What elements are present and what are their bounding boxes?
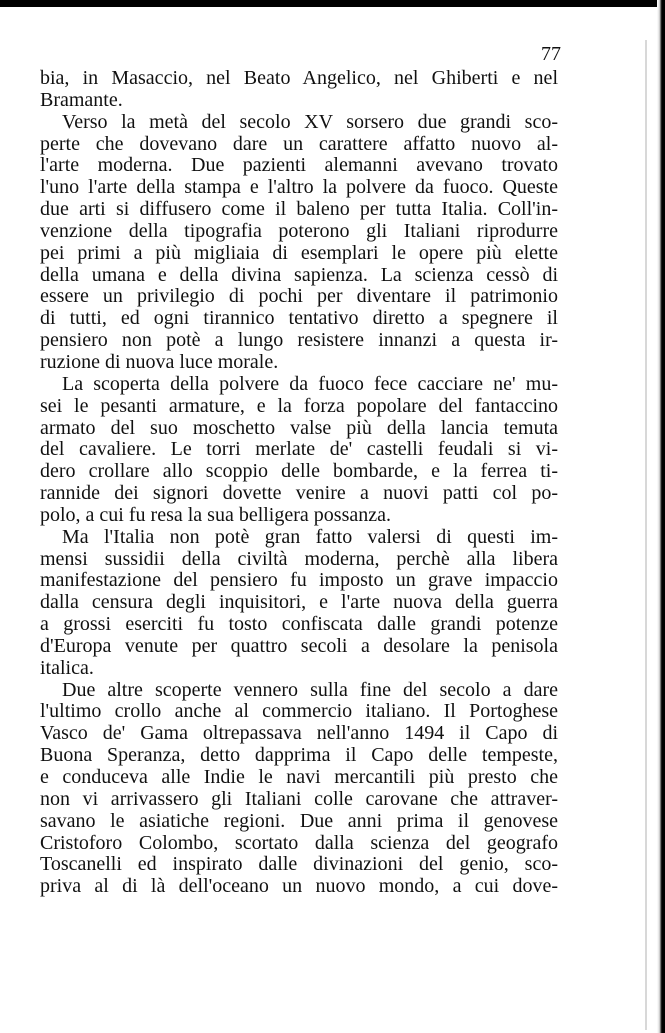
scan-gutter-line: [645, 40, 647, 1030]
text-line: armato del suo moschetto valse più della lancia temuta: [40, 416, 558, 439]
text-line: pensiero non potè a lungo resistere innanzi a questa ir-: [40, 329, 558, 352]
text-line: dero crollare allo scoppio delle bombarde, e la ferrea ti-: [40, 460, 558, 483]
text-line: l'arte moderna. Due pazienti alemanni avevano trovato: [40, 154, 558, 177]
text-line: l'uno l'arte della stampa e l'altro la polvere da fuoco. Queste: [40, 176, 558, 199]
text-line: dalla censura degli inquisitori, e l'arte nuova della guerra: [40, 591, 558, 614]
text-line: della umana e della divina sapienza. La scienza cessò di: [40, 263, 558, 286]
text-line: essere un privilegio di pochi per diventare il patrimonio: [40, 285, 558, 308]
text-line: mensi sussidii della civiltà moderna, perchè alla libera: [40, 547, 558, 570]
text-line: italica.: [40, 656, 94, 679]
page-number: 77: [541, 43, 561, 65]
scan-border-top: [0, 0, 665, 7]
text-line: La scoperta della polvere da fuoco fece cacciare ne' mu-: [62, 372, 558, 395]
text-line: due arti si diffusero come il baleno per tutta Italia. Coll'in-: [40, 198, 558, 221]
body-text: [40, 68, 558, 898]
text-line: Bramante.: [40, 88, 123, 111]
text-line: del cavaliere. Le torri merlate de' castelli feudali si vi-: [40, 438, 558, 461]
text-line: e conduceva alle Indie le navi mercantili più presto che: [40, 766, 558, 788]
text-line: bia, in Masaccio, nel Beato Angelico, nel Ghiberti e nel: [40, 67, 558, 89]
text-line: Toscanelli ed inspirato dalle divinazioni del genio, sco-: [40, 853, 558, 876]
text-line: d'Europa venute per quattro secoli a desolare la penisola: [40, 634, 558, 657]
text-line: priva al di là dell'oceano un nuovo mondo, a cui dove-: [40, 875, 558, 898]
text-line: sei le pesanti armature, e la forza popolare del fantaccino: [40, 394, 558, 417]
text-line: Due altre scoperte vennero sulla fine del secolo a dare: [62, 678, 558, 701]
text-line: non vi arrivassero gli Italiani colle carovane che attraver-: [40, 787, 558, 810]
text-line: savano le asiatiche regioni. Due anni prima il genovese: [40, 809, 558, 832]
text-line: manifestazione del pensiero fu imposto un grave impaccio: [40, 569, 558, 592]
text-line: l'ultimo crollo anche al commercio italiano. Il Portoghese: [40, 700, 558, 723]
text-line: ruzione di nuova luce morale.: [40, 350, 279, 373]
text-line: rannide dei signori dovette venire a nuovi patti col po-: [40, 482, 558, 505]
text-line: Buona Speranza, detto dapprima il Capo delle tempeste,: [40, 744, 558, 767]
text-line: a grossi eserciti fu tosto confiscata dalle grandi potenze: [40, 613, 558, 636]
text-line: venzione della tipografia poterono gli Italiani riprodurre: [40, 219, 558, 242]
text-line: Ma l'Italia non potè gran fatto valersi di questi im-: [62, 525, 558, 548]
text-line: Vasco de' Gama oltrepassava nell'anno 1494 il Capo di: [40, 722, 558, 745]
text-line: perte che dovevano dare un carattere affatto nuovo al-: [40, 132, 558, 155]
text-line: di tutti, ed ogni tirannico tentativo diretto a spegnere il: [40, 307, 558, 330]
scan-border-right: [657, 0, 665, 1033]
text-line: Cristoforo Colombo, scortato dalla scienza del geografo: [40, 831, 558, 854]
text-line: polo, a cui fu resa la sua belligera possanza.: [40, 503, 391, 526]
text-line: Verso la metà del secolo XV sorsero due grandi sco-: [62, 110, 558, 133]
text-line: pei primi a più migliaia di esemplari le opere più elette: [40, 241, 558, 264]
